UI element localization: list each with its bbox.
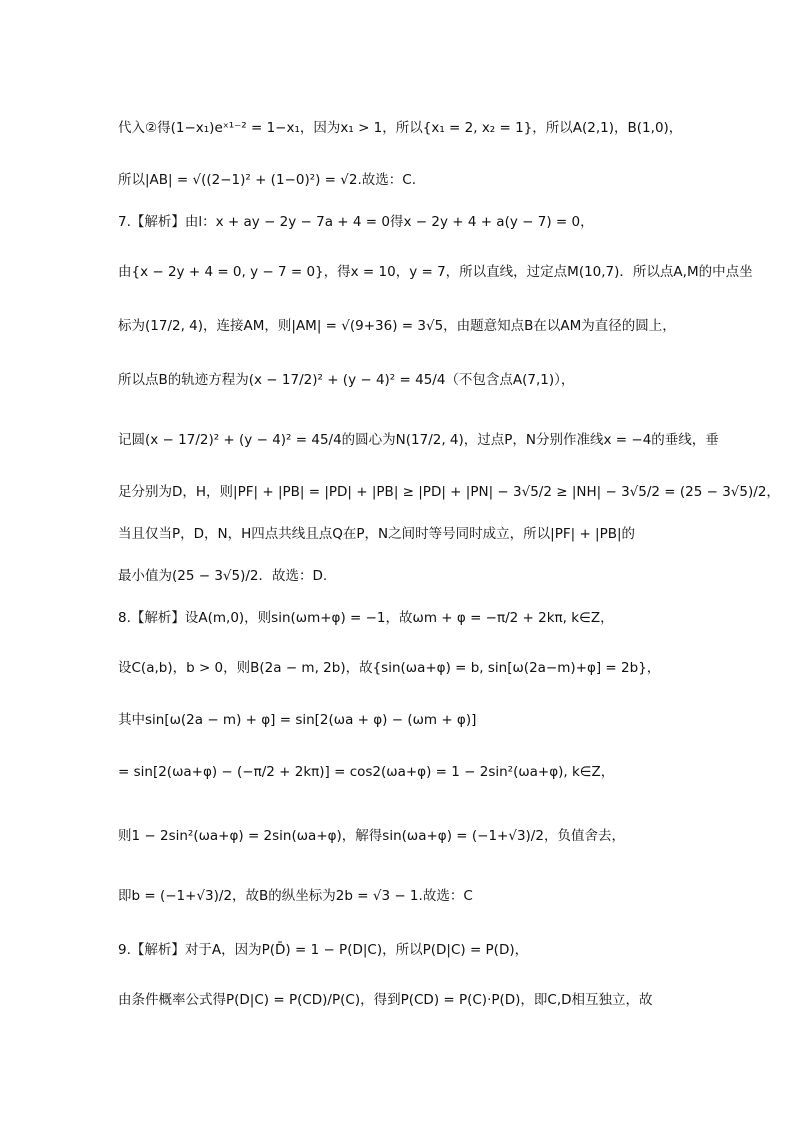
text-line-11: 8.【解析】设A(m,0)，则sin(ωm+φ) = −1，故ωm + φ = −π/2 + 2kπ, k∈Z，: [118, 610, 614, 626]
text-line-15: 则1 − 2sin²(ωa+φ) = 2sin(ωa+φ)，解得sin(ωa+φ) = (−1+√3)/2，负值舍去，: [118, 828, 625, 844]
text-line-10: 最小值为(25 − 3√5)/2．故选：D.: [118, 568, 328, 584]
text-line-3: 7.【解析】由l：x + ay − 2y − 7a + 4 = 0得x − 2y + 4 + a(y − 7) = 0，: [118, 214, 594, 230]
text-line-5: 标为(17/2, 4)，连接AM，则|AM| = √(9+36) = 3√5，由题意知点B在以AM为直径的圆上，: [118, 318, 676, 334]
text-line-13: 其中sin[ω(2a − m) + φ] = sin[2(ωa + φ) − (ωm + φ)]: [118, 712, 477, 728]
text-line-1: 代入②得(1−x₁)eˣ¹⁻² = 1−x₁，因为x₁ > 1，所以{x₁ = 2, x₂ = 1}，所以A(2,1)，B(1,0)，: [118, 120, 683, 136]
text-line-4: 由{x − 2y + 4 = 0, y − 7 = 0}，得x = 10，y = 7，所以直线，过定点M(10,7)．所以点A,M的中点坐: [118, 264, 753, 280]
text-line-18: 由条件概率公式得P(D|C) = P(CD)/P(C)，得到P(CD) = P(C)·P(D)，即C,D相互独立，故: [118, 992, 653, 1008]
text-line-9: 当且仅当P，D，N，H四点共线且点Q在P，N之间时等号同时成立，所以|PF| + |PB|的: [118, 526, 636, 542]
text-line-12: 设C(a,b)，b > 0，则B(2a − m, 2b)，故{sin(ωa+φ) = b, sin[ω(2a−m)+φ] = 2b}，: [118, 660, 661, 676]
text-line-17: 9.【解析】对于A，因为P(D̄) = 1 − P(D|C)，所以P(D|C) = P(D)，: [118, 942, 529, 958]
text-line-6: 所以点B的轨迹方程为(x − 17/2)² + (y − 4)² = 45/4（不包含点A(7,1)），: [118, 372, 575, 388]
text-line-8: 足分别为D，H，则|PF| + |PB| = |PD| + |PB| ≥ |PD| + |PN| − 3√5/2 ≥ |NH| − 3√5/2 = (25 − 3√5)/2，: [118, 484, 780, 500]
text-line-2: 所以|AB| = √((2−1)² + (1−0)²) = √2.故选：C.: [118, 172, 416, 188]
text-line-16: 即b = (−1+√3)/2，故B的纵坐标为2b = √3 − 1.故选：C: [118, 888, 473, 904]
text-line-7: 记圆(x − 17/2)² + (y − 4)² = 45/4的圆心为N(17/2, 4)，过点P，N分别作准线x = −4的垂线，垂: [118, 432, 719, 448]
text-line-14: = sin[2(ωa+φ) − (−π/2 + 2kπ)] = cos2(ωa+φ) = 1 − 2sin²(ωa+φ), k∈Z，: [118, 764, 615, 780]
